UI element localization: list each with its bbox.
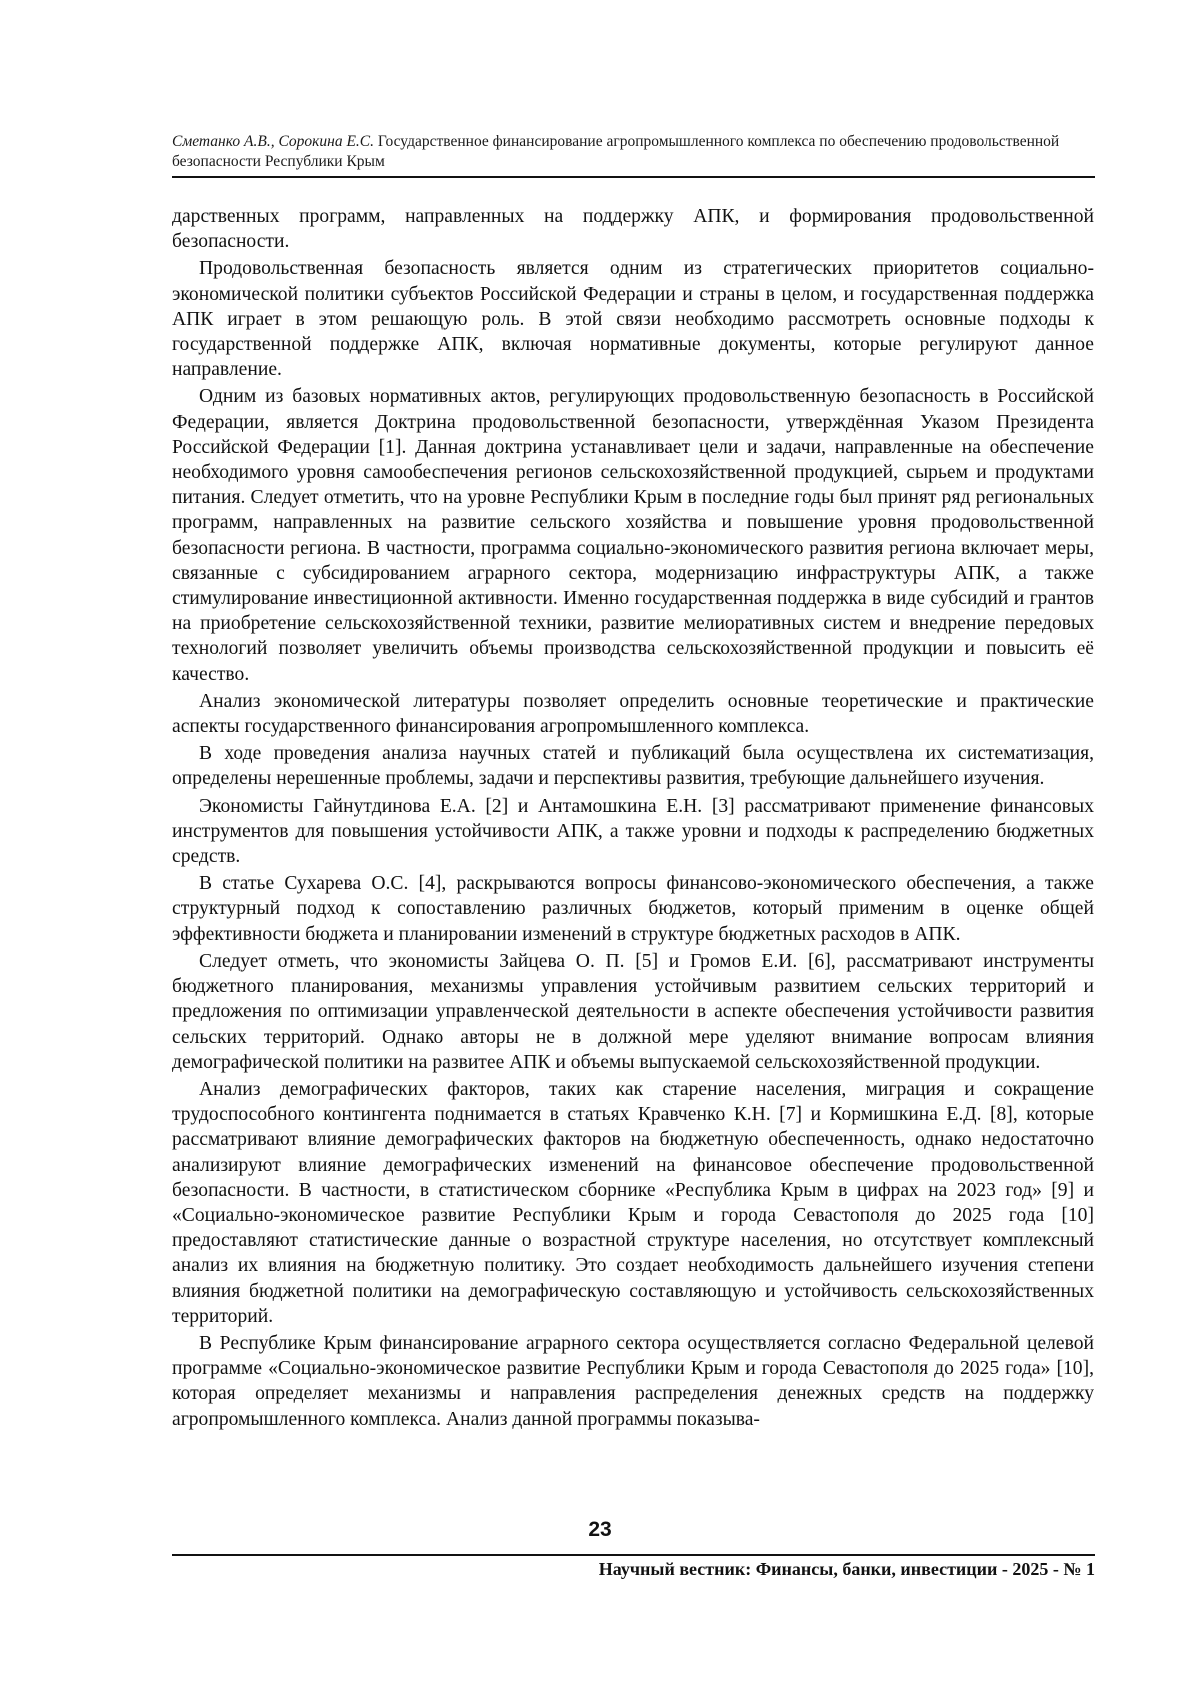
paragraph-continued: дарственных программ, направленных на поддержку АПК, и формирования продовольственной безопасности. bbox=[172, 206, 1094, 253]
header-article-title: Государственное финансирование агропромышленного комплекса по обеспечению продовольственной безопасности Республики Крым bbox=[172, 133, 1060, 170]
running-header bbox=[172, 132, 1094, 172]
paragraph: В статье Сухарева О.С. [4], раскрываются вопросы финансово-экономического обеспечения, а также структурный подход к сопоставлению различных бюджетов, который применим в оценке общей эффективности бюджета и планировании изменений в структуре бюджетных расходов в АПК. bbox=[172, 873, 1094, 945]
paragraph: Анализ экономической литературы позволяет определить основные теоретические и практические аспекты государственного финансирования агропромышленного комплекса. bbox=[172, 690, 1094, 738]
paragraph: В ходе проведения анализа научных статей и публикаций была осуществлена их систематизация, определены нерешенные проблемы, задачи и перспективы развития, требующие дальнейшего изучения. bbox=[172, 743, 1094, 790]
paragraph: Анализ демографических факторов, таких как старение населения, миграция и сокращение трудоспособного контингента поднимается в статьях Кравченко К.Н. [7] и Кормишкина Е.Д. [8], которые рассматривают влияние демографических факторов на бюджетную обеспеченность, однако недостаточно анализируют влияние демографических изменений на финансовое обеспечение продовольственной безопасности. В частности, в статистическом сборнике «Республика Крым в цифрах на 2023 год» [9] и «Социально-экономическое развитие Республики Крым и города Севастополя до 2025 года [10] предоставляют статистические данные о возрастной структуре населения, но отсутствует комплексный анализ их влияния на бюджетную политику. Это создает необходимость дальнейшего изучения степени влияния бюджетной политики на демографическую составляющую и устойчивость сельскохозяйственных территорий. bbox=[172, 1078, 1094, 1327]
page-number: 23 bbox=[588, 1518, 612, 1541]
paragraph: В Республике Крым финансирование аграрного сектора осуществляется согласно Федеральной целевой программе «Социально-экономическое развитие Республики Крым и города Севастополя до 2025 года» [10], которая определяет механизмы и направления распределения денежных средств на поддержку агропромышленного комплекса. Анализ данной программы показыва- bbox=[172, 1332, 1094, 1430]
header-authors: Сметанко А.В., Сорокина Е.С. bbox=[172, 133, 375, 150]
paragraph: Одним из базовых нормативных актов, регулирующих продовольственную безопасность в Российской Федерации, является Доктрина продовольственной безопасности, утверждённая Указом Президента Российской Федерации [1]. Данная доктрина устанавливает цели и задачи, направленные на обеспечение необходимого уровня самообеспечения регионов сельскохозяйственной продукцией, сырьем и продуктами питания. Следует отметить, что на уровне Республики Крым в последние годы был принят ряд региональных программ, направленных на развитие сельского хозяйства и повышение уровня продовольственной безопасности региона. В частности, программа социально-экономического развития региона включает меры, связанные с субсидированием аграрного сектора, модернизацию инфраструктуры АПК, а также стимулирование инвестиционной активности. Именно государственная поддержка в виде субсидий и грантов на приобретение сельскохозяйственной техники, развитие мелиоративных систем и внедрение передовых технологий позволяет увеличить объемы производства сельскохозяйственной продукции и повысить её качество. bbox=[172, 386, 1094, 685]
header-rule bbox=[172, 176, 1095, 178]
paragraph: Следует отметь, что экономисты Зайцева О. П. [5] и Громов Е.И. [6], рассматривают инструменты бюджетного планирования, механизмы управления устойчивым развитием сельских территорий и предложения по оптимизации управленческой деятельности в аспекте обеспечения устойчивости развития сельских территорий. Однако авторы не в должной мере уделяют внимание вопросам влияния демографической политики на развитее АПК и объемы выпускаемой сельскохозяйственной продукции. bbox=[172, 950, 1094, 1073]
footer-rule bbox=[172, 1554, 1095, 1556]
article-body bbox=[172, 204, 1094, 1434]
journal-title: Научный вестник: Финансы, банки, инвестиции - 2025 - № 1 bbox=[598, 1559, 1095, 1579]
paragraph: Продовольственная безопасность является одним из стратегических приоритетов социально-экономической политики субъектов Российской Федерации и страны в целом, и государственная поддержка АПК играет в этом решающую роль. В этой связи необходимо рассмотреть основные подходы к государственной поддержке АПК, включая нормативные документы, которые регулируют данное направление. bbox=[172, 258, 1094, 381]
paragraph: Экономисты Гайнутдинова Е.А. [2] и Антамошкина Е.Н. [3] рассматривают применение финансовых инструментов для повышения устойчивости АПК, а также уровни и подходы к распределению бюджетных средств. bbox=[172, 795, 1094, 868]
